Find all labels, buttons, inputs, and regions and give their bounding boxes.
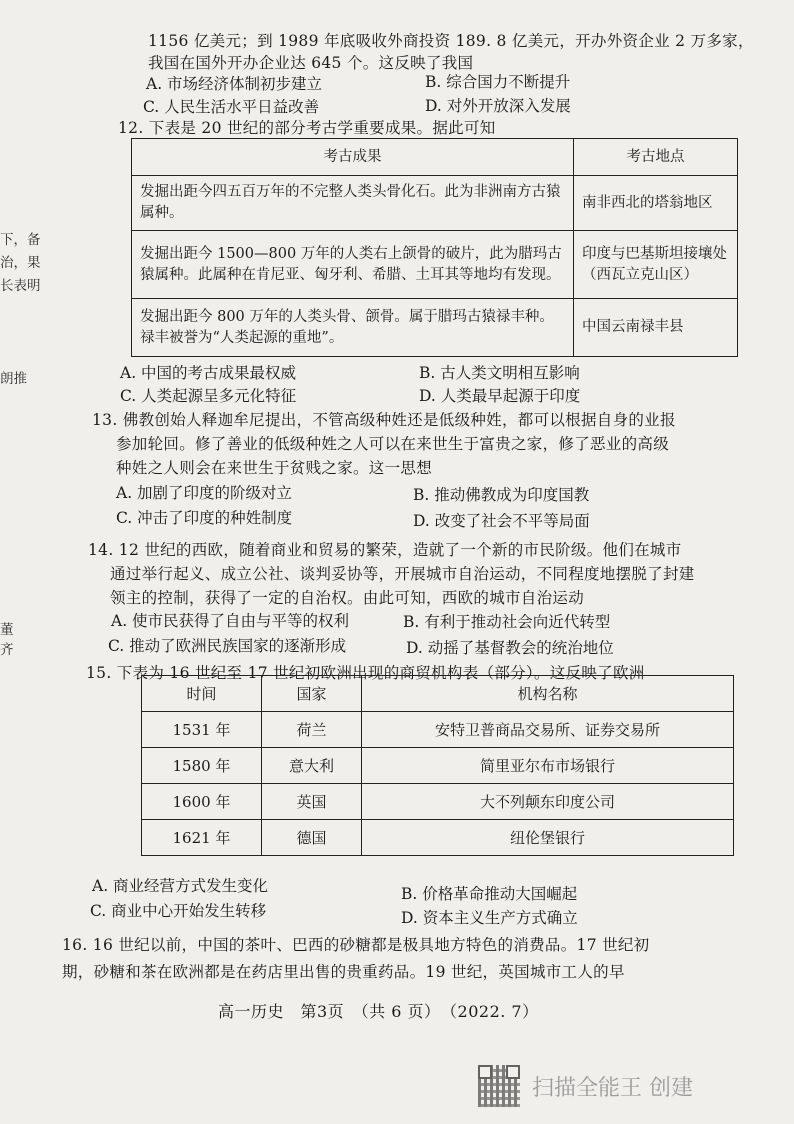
- table-cell-org: 大不列颠东印度公司: [362, 784, 734, 820]
- table-row: [142, 712, 734, 748]
- table-cell-country: 德国: [262, 820, 362, 856]
- q14-line3: 领主的控制，获得了一定的自治权。由此可知，西欧的城市自治运动: [110, 589, 585, 607]
- table-row: [132, 176, 738, 231]
- table-cell-time: 1621 年: [142, 820, 262, 856]
- q16-line1: 16. 16 世纪以前，中国的茶叶、巴西的砂糖都是极具地方特色的消费品。17 世纪初: [62, 936, 650, 954]
- table-cell-finding: 发掘出距今 1500—800 万年的人类右上颌骨的破片，此为腊玛古猿属种。此属种在肯尼亚、匈牙利、希腊、土耳其等地均有发现。: [132, 231, 574, 299]
- q13-option-d: D. 改变了社会不平等局面: [413, 512, 590, 530]
- q11-line1: 1156 亿美元；到 1989 年底吸收外商投资 189. 8 亿美元，开办外资企业 2 万多家，: [148, 32, 754, 50]
- q14-option-d: D. 动摇了基督教会的统治地位: [406, 639, 614, 657]
- q13-line3: 种姓之人则会在来世生于贫贱之家。这一思想: [116, 459, 433, 477]
- margin-fragment: 长表明: [0, 278, 41, 294]
- table-header-cell: 时间: [142, 676, 262, 712]
- q11-option-c: C. 人民生活水平日益改善: [143, 98, 320, 116]
- q14-line1: 14. 12 世纪的西欧，随着商业和贸易的繁荣，造就了一个新的市民阶级。他们在城市: [88, 541, 682, 559]
- q12-option-a: A. 中国的考古成果最权威: [120, 364, 297, 382]
- table-header-cell: 考古地点: [574, 139, 738, 176]
- q14-option-a: A. 使市民获得了自由与平等的权利: [111, 612, 350, 630]
- scanner-watermark: [478, 1065, 693, 1107]
- table-cell-org: 简里亚尔布市场银行: [362, 748, 734, 784]
- table-cell-org: 纽伦堡银行: [362, 820, 734, 856]
- q15-option-d: D. 资本主义生产方式确立: [401, 909, 578, 927]
- q13-line2: 参加轮回。修了善业的低级种姓之人可以在来世生于富贵之家，修了恶业的高级: [116, 435, 670, 453]
- table-cell-org: 安特卫普商品交易所、证券交易所: [362, 712, 734, 748]
- q14-option-c: C. 推动了欧洲民族国家的逐渐形成: [108, 637, 347, 655]
- table-row: [132, 231, 738, 299]
- q12-table: [131, 138, 738, 357]
- table-header-row: [142, 676, 734, 712]
- watermark-text: 扫描全能王 创建: [532, 1075, 693, 1101]
- table-header-cell: 机构名称: [362, 676, 734, 712]
- page-footer: 高一历史 第3页 （共 6 页） （2022. 7）: [218, 1002, 539, 1021]
- margin-fragment: 治，果: [0, 255, 41, 271]
- table-cell-time: 1531 年: [142, 712, 262, 748]
- table-header-cell: 考古成果: [132, 139, 574, 176]
- margin-fragment: 朗推: [0, 371, 27, 387]
- q11-option-d: D. 对外开放深入发展: [425, 97, 571, 115]
- q16-line2: 期，砂糖和茶在欧洲都是在药店里出售的贵重药品。19 世纪，英国城市工人的早: [62, 963, 625, 981]
- q14-option-b: B. 有利于推动社会向近代转型: [403, 613, 611, 631]
- q13-option-c: C. 冲击了印度的种姓制度: [116, 509, 293, 527]
- table-cell-time: 1580 年: [142, 748, 262, 784]
- table-cell-time: 1600 年: [142, 784, 262, 820]
- q13-option-a: A. 加剧了印度的阶级对立: [116, 484, 293, 502]
- table-cell-finding: 发掘出距今四五百万年的不完整人类头骨化石。此为非洲南方古猿属种。: [132, 176, 574, 231]
- table-row: [142, 748, 734, 784]
- q12-stem: 12. 下表是 20 世纪的部分考古学重要成果。据此可知: [118, 119, 496, 137]
- table-row: [132, 299, 738, 357]
- q11-line2: 我国在国外开办企业达 645 个。这反映了我国: [148, 54, 474, 72]
- table-header-row: [132, 139, 738, 176]
- q13-option-b: B. 推动佛教成为印度国教: [413, 486, 590, 504]
- q15-option-a: A. 商业经营方式发生变化: [92, 877, 269, 895]
- table-cell-finding: 发掘出距今 800 万年的人类头骨、颌骨。属于腊玛古猿禄丰种。禄丰被誉为“人类起源的重地”。: [132, 299, 574, 357]
- table-cell-place: 中国云南禄丰县: [574, 299, 738, 357]
- margin-fragment: 下，备: [0, 232, 41, 248]
- q15-option-c: C. 商业中心开始发生转移: [90, 902, 267, 920]
- q15-option-b: B. 价格革命推动大国崛起: [401, 885, 578, 903]
- table-cell-place: 印度与巴基斯坦接壤处（西瓦立克山区）: [574, 231, 738, 299]
- table-row: [142, 820, 734, 856]
- q15-table: [141, 675, 734, 856]
- table-cell-country: 意大利: [262, 748, 362, 784]
- margin-fragment: 齐: [0, 642, 14, 658]
- qr-code-icon: [478, 1065, 520, 1107]
- q11-option-a: A. 市场经济体制初步建立: [146, 75, 323, 93]
- q11-option-b: B. 综合国力不断提升: [425, 73, 571, 91]
- table-cell-country: 英国: [262, 784, 362, 820]
- table-row: [142, 784, 734, 820]
- table-header-cell: 国家: [262, 676, 362, 712]
- margin-fragment: 董: [0, 622, 14, 638]
- q12-option-d: D. 人类最早起源于印度: [419, 387, 581, 405]
- q14-line2: 通过举行起义、成立公社、谈判妥协等，开展城市自治运动，不同程度地摆脱了封建: [110, 565, 695, 583]
- q12-option-c: C. 人类起源呈多元化特征: [120, 387, 297, 405]
- table-cell-country: 荷兰: [262, 712, 362, 748]
- q15-stem: 15. 下表为 16 世纪至 17 世纪初欧洲出现的商贸机构表（部分）。这反映了欧洲: [86, 664, 645, 682]
- q13-line1: 13. 佛教创始人释迦牟尼提出，不管高级种姓还是低级种姓，都可以根据自身的业报: [92, 411, 676, 429]
- table-cell-place: 南非西北的塔翁地区: [574, 176, 738, 231]
- q12-option-b: B. 古人类文明相互影响: [419, 364, 580, 382]
